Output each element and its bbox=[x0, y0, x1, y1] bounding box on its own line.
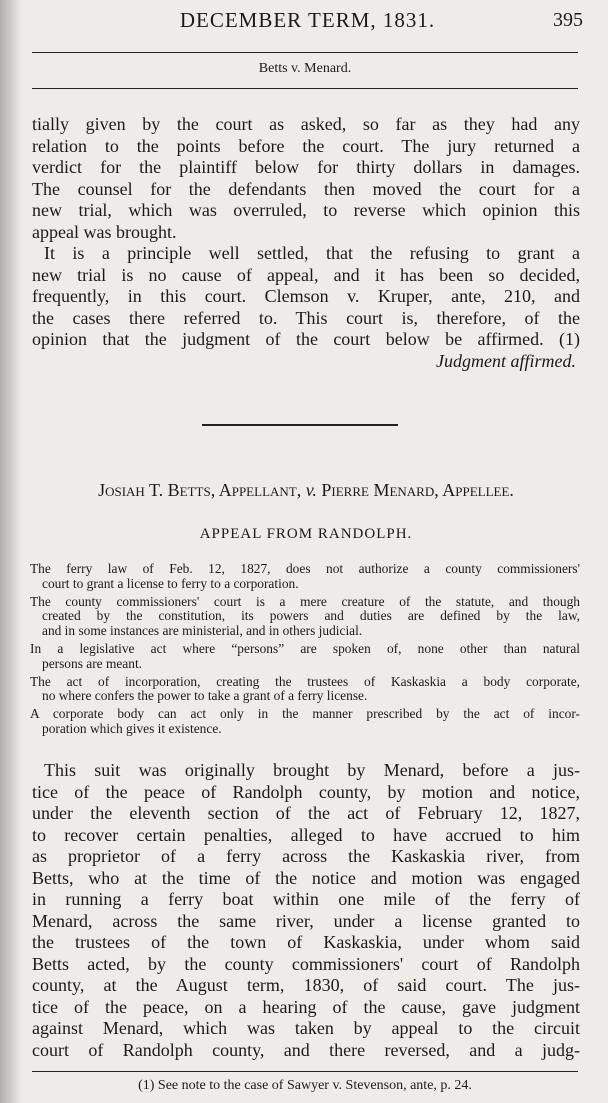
text-line: It is a principle well settled, that the refusing to grant a bbox=[44, 243, 580, 263]
text-line: in running a ferry boat within one mile of the ferry of bbox=[32, 889, 580, 909]
text-line: Menard, across the same river, under a license granted to bbox=[32, 910, 580, 931]
headnote-line: no where confers the power to take a grant of a ferry license. bbox=[42, 688, 368, 704]
text-line: frequently, in this court. Clemson v. Kruper, ante, 210, and bbox=[32, 286, 580, 306]
text-line: This suit was originally brought by Menard, before a jus- bbox=[44, 760, 580, 780]
text-line: new trial, which was overruled, to reverse which opinion this bbox=[32, 200, 580, 220]
text-line: opinion that the judgment of the court below be affirmed. (1) bbox=[32, 329, 580, 349]
headnote bbox=[30, 675, 580, 705]
text-line: to recover certain penalties, alleged to have accrued to him bbox=[32, 824, 580, 845]
case-title bbox=[32, 480, 580, 501]
headnote-line: persons are meant. bbox=[42, 655, 143, 671]
header-rule-bottom bbox=[32, 88, 578, 89]
running-title: DECEMBER TERM, 1831. bbox=[179, 8, 436, 32]
text-line: Betts, who at the time of the notice and motion was engaged bbox=[32, 867, 580, 888]
text-line: new trial is no cause of appeal, and it has been so decided, bbox=[32, 264, 580, 285]
text-line: tice of the peace of Randolph county, by motion and notice, bbox=[32, 781, 580, 802]
text-line: relation to the points before the court. The jury returned a bbox=[32, 135, 580, 156]
text-line: The counsel for the defendants then moved the court for a bbox=[32, 178, 580, 199]
text-line: appeal was brought. bbox=[32, 221, 177, 242]
text-line: under the eleventh section of the act of February 12, 1827, bbox=[32, 803, 580, 823]
case-running-head: Betts v. Menard. bbox=[258, 61, 352, 76]
text-line: Betts acted, by the county commissioners' court of Randolph bbox=[32, 953, 580, 974]
judgment-line bbox=[32, 351, 580, 373]
headnote-line: court to grant a license to ferry to a corporation. bbox=[42, 575, 299, 591]
headnote-line: and in some instances are ministerial, and in others judicial. bbox=[42, 623, 363, 639]
headnote-line: In a legislative act where “persons” are spoken of, none other than natural bbox=[30, 640, 580, 656]
running-head bbox=[30, 6, 585, 36]
headnote bbox=[30, 595, 580, 639]
text-line: county, at the August term, 1830, of said court. The jus- bbox=[32, 975, 580, 995]
headnote-line: The act of incorporation, creating the trustees of Kaskaskia a body corporate, bbox=[30, 673, 580, 689]
headnote bbox=[30, 707, 580, 737]
headnote-line: The ferry law of Feb. 12, 1827, does not authorize a county commissioners' bbox=[30, 561, 580, 576]
headnote-line: The county commissioners' court is a mere creature of the statute, and though bbox=[30, 593, 580, 609]
text-line: the trustees of the town of Kaskaskia, under whom said bbox=[32, 932, 580, 952]
appellee: Pierre Menard, Appellee. bbox=[321, 480, 514, 500]
headnote bbox=[30, 562, 580, 592]
footnote: (1) See note to the case of Sawyer v. Stevenson, ante, p. 24. bbox=[138, 1078, 472, 1093]
text-line: verdict for the plaintiff below for thirty dollars in damages. bbox=[32, 157, 580, 177]
headnote bbox=[30, 642, 580, 672]
judgment-text: Judgment affirmed. bbox=[436, 350, 576, 371]
binding-shadow bbox=[0, 0, 22, 1103]
page-number: 395 bbox=[553, 9, 583, 31]
text-line: court of Randolph county, and there reversed, and a judg- bbox=[32, 1039, 580, 1060]
appellant: Josiah T. Betts, Appellant, bbox=[98, 480, 302, 500]
text-line: tice of the peace, on a hearing of the cause, gave judgment bbox=[32, 996, 580, 1017]
text-line: as proprietor of a ferry across the Kaskaskia river, from bbox=[32, 846, 580, 866]
header-rule-top bbox=[32, 52, 578, 53]
footnote-rule bbox=[32, 1071, 578, 1072]
text-line: tially given by the court as asked, so far as they had any bbox=[32, 114, 580, 134]
section-divider bbox=[202, 424, 398, 426]
headnote-line: A corporate body can act only in the manner prescribed by the act of incor- bbox=[30, 706, 580, 722]
prior-case-text bbox=[32, 114, 580, 372]
headnotes bbox=[30, 562, 580, 740]
text-line: the cases there referred to. This court is, therefore, of the bbox=[32, 307, 580, 328]
headnote-line: poration which gives it existence. bbox=[42, 720, 222, 736]
headnote-line: created by the constitution, its powers and duties are defined by the law, bbox=[42, 608, 580, 624]
appeal-from: APPEAL FROM RANDOLPH. bbox=[199, 526, 413, 542]
text-line: against Menard, which was taken by appeal to the circuit bbox=[32, 1018, 580, 1038]
opinion-text bbox=[32, 760, 580, 1061]
versus: v. bbox=[305, 480, 317, 500]
